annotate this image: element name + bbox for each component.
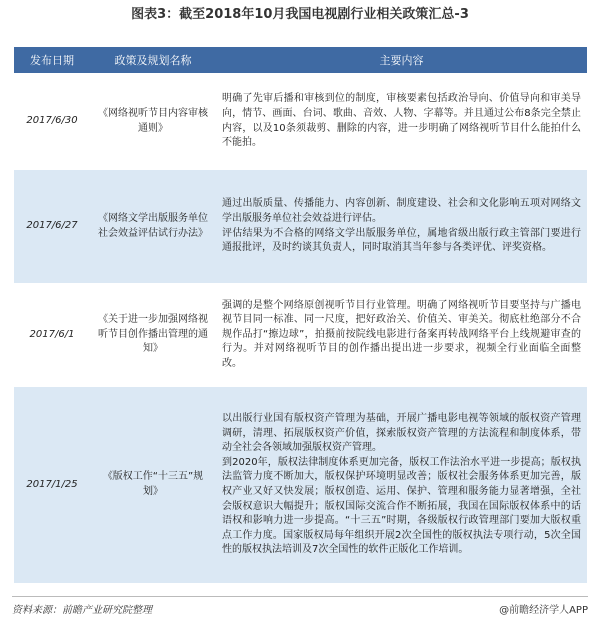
row-date: 2017/1/25 [14,387,90,583]
policy-table [14,44,587,586]
brand-watermark: @前瞻经济学人APP [499,605,588,616]
header-date: 发布日期 [14,47,90,73]
table-row [14,170,587,283]
content-paragraph: 强调的是整个网络原创视听节目行业管理。明确了网络视听节目要坚持与广播电视节目同一标准、同一尺度，把好政治关、价值关、审美关。彻底杜绝部分不合规作品打“擦边球”，拍摄前按院线电影进行备案再转战网络平台上线规避审查的行为。并对网络视听节目的创作播出提出进一步要求，视频全行业面临全面整改。 [222,299,581,369]
content-paragraph: 到2020年，版权法律制度体系更加完备，版权工作法治水平进一步提高；版权执法监管力度不断加大，版权保护环境明显改善；版权社会服务体系更加完善，版权产业又好又快发展；版权创造、运用、保护、管理和服务能力显著增强，全社会版权意识大幅提升；版权国际交流合作不断拓展，我国在国际版权体系中的话语权和影响力进一步提高。“十三五”时期，各级版权行政管理部门要加大版权重点工作力度。国家版权局每年组织开展2次全国性的版权执法专项行动，5次全国性的版权执法培训及7次全国性的软件正版化工作培训。 [222,456,581,556]
content-paragraph: 通过出版质量、传播能力、内容创新、制度建设、社会和文化影响五项对网络文学出版服务单位社会效益进行评估。 [222,198,581,224]
row-content [216,286,587,384]
table-row [14,286,587,384]
row-date: 2017/6/27 [14,170,90,283]
row-policy-name: 《网络视听节目内容审核通则》 [90,76,216,167]
header-main-content: 主要内容 [216,47,587,73]
row-date: 2017/6/1 [14,286,90,384]
row-policy-name: 《关于进一步加强网络视听节目创作播出管理的通知》 [90,286,216,384]
row-date: 2017/6/30 [14,76,90,167]
row-policy-name: 《网络文学出版服务单位社会效益评估试行办法》 [90,170,216,283]
source-note: 资料来源：前瞻产业研究院整理 [12,605,152,616]
row-content [216,170,587,283]
header-policy-name: 政策及规划名称 [90,47,216,73]
chart-title: 图表3：截至2018年10月我国电视剧行业相关政策汇总-3 [131,7,469,22]
content-paragraph: 以出版行业国有版权资产管理为基础，开展广播电影电视等领域的版权资产管理调研，清理、拓展版权资产价值，探索版权资产管理的方法流程和制度体系，带动全社会各领域加强版权资产管理。 [222,413,581,454]
footer-divider [12,596,588,597]
row-policy-name: 《版权工作“十三五”规划》 [90,387,216,583]
row-content [216,76,587,167]
content-paragraph: 明确了先审后播和审核到位的制度，审核要素包括政治导向、价值导向和审美导向，情节、画面、台词、歌曲、音效、人物、字幕等。并且通过公布8条完全禁止内容，以及10条须裁剪、删除的内容，进一步明确了网络视听节目什么能拍什么不能拍。 [222,93,581,149]
table-header-row [14,47,587,73]
table-row [14,76,587,167]
row-content [216,387,587,583]
table-row [14,387,587,583]
content-paragraph: 评估结果为不合格的网络文学出版服务单位，属地省级出版行政主管部门要进行通报批评，及时约谈其负责人，同时取消其当年参与各类评优、评奖资格。 [222,227,581,254]
